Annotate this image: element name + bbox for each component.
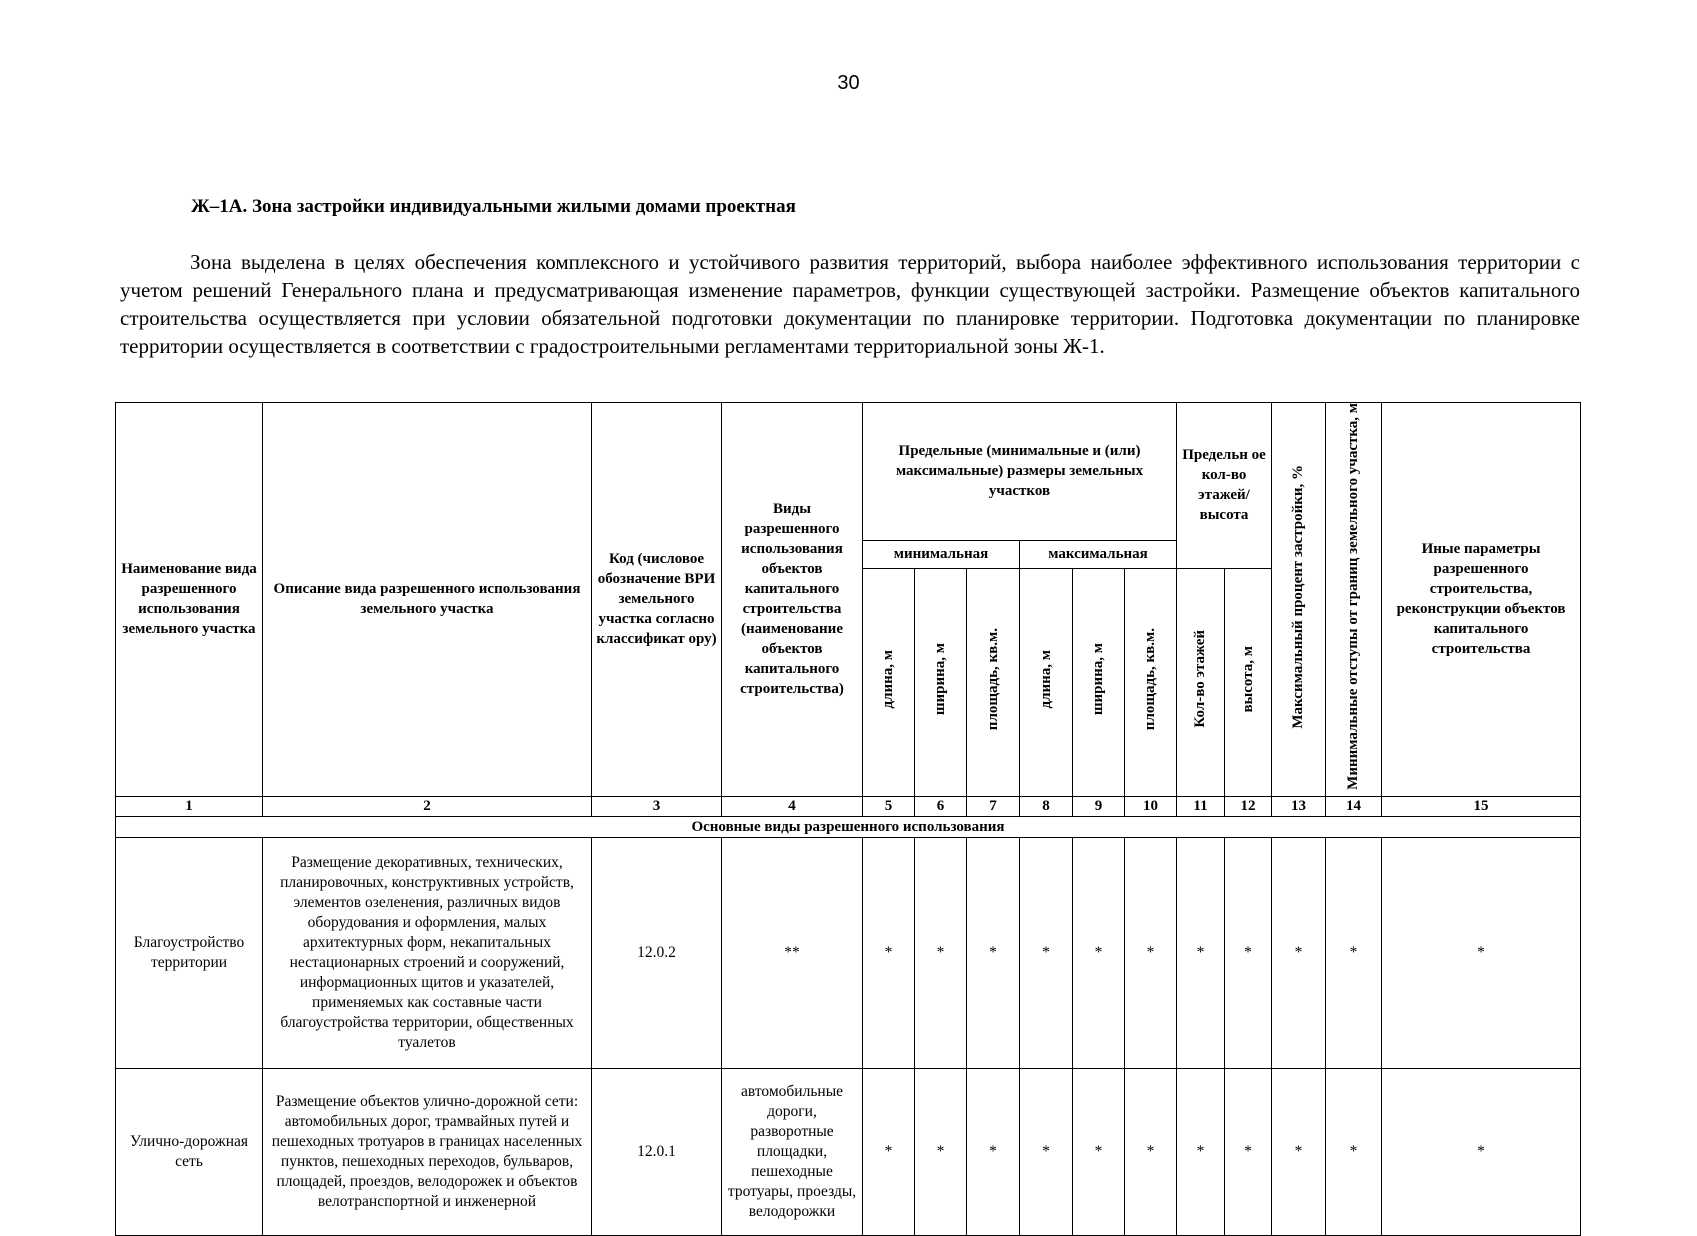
page-number: 30 bbox=[837, 72, 860, 94]
param-cell: * bbox=[1382, 1068, 1581, 1235]
column-number: 8 bbox=[1020, 796, 1073, 816]
param-cell: * bbox=[967, 1068, 1020, 1235]
header-use-description: Описание вида разрешенного использования земельного участка bbox=[263, 403, 592, 797]
use-name-cell: Благоустройство территории bbox=[116, 837, 263, 1068]
param-cell: * bbox=[915, 837, 967, 1068]
column-number: 15 bbox=[1382, 796, 1581, 816]
param-cell: * bbox=[1073, 1068, 1125, 1235]
param-cell: * bbox=[863, 1068, 915, 1235]
code-cell: 12.0.1 bbox=[592, 1068, 722, 1235]
param-cell: * bbox=[1326, 1068, 1382, 1235]
section-row bbox=[116, 816, 1581, 837]
param-cell: * bbox=[1382, 837, 1581, 1068]
param-cell: * bbox=[1020, 1068, 1073, 1235]
header-maximum: максимальная bbox=[1020, 540, 1177, 568]
column-number: 6 bbox=[915, 796, 967, 816]
construction-types-cell: автомобильные дороги, разворотные площадки, пешеходные тротуары, проезды, велодорожки bbox=[722, 1068, 863, 1235]
header-min-area: площадь, кв.м. bbox=[967, 568, 1020, 796]
param-cell: * bbox=[1272, 1068, 1326, 1235]
header-max-area: площадь, кв.м. bbox=[1125, 568, 1177, 796]
code-cell: 12.0.2 bbox=[592, 837, 722, 1068]
param-cell: * bbox=[967, 837, 1020, 1068]
header-height: высота, м bbox=[1225, 568, 1272, 796]
column-number: 10 bbox=[1125, 796, 1177, 816]
use-description-cell: Размещение декоративных, технических, планировочных, конструктивных устройств, элементов озеленения, различных видов оборудования и оформления, малых архитектурных форм, некапитальных нестационарных строений и сооружений, информационных щитов и указателей, применяемых как составные части благоустройства территории, общественных туалетов bbox=[263, 837, 592, 1068]
column-number: 1 bbox=[116, 796, 263, 816]
column-number: 5 bbox=[863, 796, 915, 816]
column-numbers-row bbox=[116, 796, 1581, 816]
header-row-1 bbox=[116, 403, 1581, 541]
use-name-cell: Улично-дорожная сеть bbox=[116, 1068, 263, 1235]
column-number: 9 bbox=[1073, 796, 1125, 816]
param-cell: * bbox=[863, 837, 915, 1068]
column-number: 14 bbox=[1326, 796, 1382, 816]
column-number: 11 bbox=[1177, 796, 1225, 816]
param-cell: * bbox=[1073, 837, 1125, 1068]
zone-regulations-table bbox=[115, 402, 1581, 1236]
column-number: 12 bbox=[1225, 796, 1272, 816]
column-number: 13 bbox=[1272, 796, 1326, 816]
param-cell: * bbox=[1272, 837, 1326, 1068]
param-cell: * bbox=[1225, 837, 1272, 1068]
param-cell: * bbox=[1125, 837, 1177, 1068]
header-minimum: минимальная bbox=[863, 540, 1020, 568]
table-row bbox=[116, 1068, 1581, 1235]
param-cell: * bbox=[1020, 837, 1073, 1068]
column-number: 7 bbox=[967, 796, 1020, 816]
header-min-width: ширина, м bbox=[915, 568, 967, 796]
param-cell: * bbox=[915, 1068, 967, 1235]
construction-types-cell: ** bbox=[722, 837, 863, 1068]
column-number: 3 bbox=[592, 796, 722, 816]
header-construction-types: Виды разрешенного использования объектов капитального строительства (наименование объектов капитального строительства) bbox=[722, 403, 863, 797]
header-floor-count: Кол-во этажей bbox=[1177, 568, 1225, 796]
section-title: Основные виды разрешенного использования bbox=[116, 816, 1581, 837]
header-min-length: длина, м bbox=[863, 568, 915, 796]
zone-description-paragraph: Зона выделена в целях обеспечения комплексного и устойчивого развития территорий, выбора наиболее эффективного использования территории с учетом решений Генерального плана и предусматривающая изменение параметров, функции существующей застройки. Размещение объектов капитального строительства осуществляется при условии обязательной подготовки документации по планировке территории. Подготовка документации по планировке территории осуществляется в соответствии с градостроительными регламентами территориальной зоны Ж-1. bbox=[120, 250, 1580, 358]
use-description-cell: Размещение объектов улично-дорожной сети: автомобильных дорог, трамвайных путей и пешеходных тротуаров в границах населенных пунктов, пешеходных переходов, бульваров, площадей, проездов, велодорожек и объектов велотранспортной и инженерной bbox=[263, 1068, 592, 1235]
param-cell: * bbox=[1125, 1068, 1177, 1235]
header-min-setbacks: Минимальные отступы от границ земельного участка, м bbox=[1326, 403, 1382, 797]
header-max-build-percent: Максимальный процент застройки, % bbox=[1272, 403, 1326, 797]
param-cell: * bbox=[1326, 837, 1382, 1068]
header-plot-size-limits: Предельные (минимальные и (или) максимальные) размеры земельных участков bbox=[863, 403, 1177, 541]
header-max-length: длина, м bbox=[1020, 568, 1073, 796]
header-other-parameters: Иные параметры разрешенного строительства, реконструкции объектов капитального строительства bbox=[1382, 403, 1581, 797]
column-number: 2 bbox=[263, 796, 592, 816]
param-cell: * bbox=[1177, 1068, 1225, 1235]
param-cell: * bbox=[1177, 837, 1225, 1068]
zone-heading: Ж–1А. Зона застройки индивидуальными жилыми домами проектная bbox=[191, 196, 796, 217]
header-permitted-use-name: Наименование вида разрешенного использования земельного участка bbox=[116, 403, 263, 797]
header-floors-height-limits: Предельн ое кол-во этажей/ высота bbox=[1177, 403, 1272, 569]
table-row bbox=[116, 837, 1581, 1068]
header-max-width: ширина, м bbox=[1073, 568, 1125, 796]
param-cell: * bbox=[1225, 1068, 1272, 1235]
header-code: Код (числовое обозначение ВРИ земельного участка согласно классификат ору) bbox=[592, 403, 722, 797]
column-number: 4 bbox=[722, 796, 863, 816]
